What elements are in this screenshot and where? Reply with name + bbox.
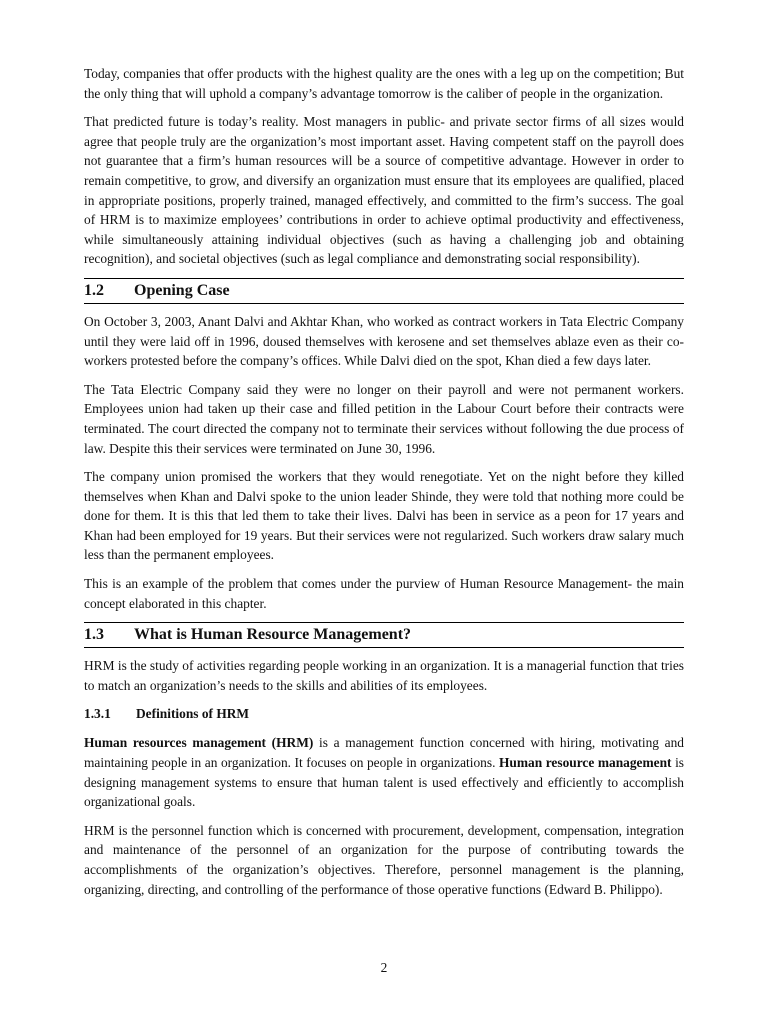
subsection-heading-definitions	[84, 704, 684, 723]
section-title: What is Human Resource Management?	[134, 626, 412, 644]
section-number: 1.2	[84, 281, 104, 299]
definition-text-2: is designing management systems to ensure that human talent is used effectively and efficiently to accomplish organizational goals.	[84, 755, 685, 810]
section-title: Opening Case	[134, 281, 230, 299]
page-content	[84, 64, 684, 908]
term-hrm: Human resources management (HRM)	[84, 735, 314, 751]
opening-case-paragraph-3: The company union promised the workers that they would renegotiate. Yet on the night before they killed themselves when Khan and Dalvi spoke to the union leader Shinde, they were told that nothing more could be done for them. It is this that led them to take their lives. Dalvi has been in service as a peon for 17 years and Khan had been employed for 19 years. But their services were not regularized. Such workers draw salary much less than the permanent employees.	[84, 469, 684, 563]
section-heading-opening-case	[84, 278, 684, 304]
term-human-resource-management: Human resource management	[499, 755, 672, 771]
section-number: 1.3	[84, 626, 104, 644]
opening-case-paragraph-2: The Tata Electric Company said they were no longer on their payroll and were not permanent workers. Employees union had taken up their case and filled petition in the Labour Court before their contracts were terminated. The court directed the company not to terminate their services without following the due process of law. Despite this their services were terminated on June 30, 1996.	[84, 381, 684, 456]
definition-paragraph-2: HRM is the personnel function which is concerned with procurement, development, compensation, integration and maintenance of the personnel of an organization for the purpose of contributing towards the accomplishments of the organization’s objectives. Therefore, personnel management is the planning, organizing, directing, and controlling of the performance of those operative functions (Edward B. Philippo).	[84, 822, 684, 897]
intro-paragraph-2: That predicted future is today’s reality. Most managers in public- and private sector firms of all sizes would agree that people truly are the organization’s most important asset. Having competent staff on the payroll does not guarantee that a firm’s human resources will be a source of competitive advantage. However in order to remain competitive, to grow, and diversify an organization must ensure that its employees are qualified, placed in appropriate positions, properly trained, managed effectively, and committed to the firm’s success. The goal of HRM is to maximize employees’ contributions in order to achieve optimal productivity and effectiveness, while simultaneously attaining individual objectives (such as having a challenging job and obtaining recognition), and societal objectives (such as legal compliance and demonstrating social responsibility).	[84, 114, 684, 267]
opening-case-paragraph-4: This is an example of the problem that comes under the purview of Human Resource Management- the main concept elaborated in this chapter.	[84, 576, 684, 611]
subsection-number: 1.3.1	[84, 706, 111, 722]
definition-paragraph-1	[84, 733, 684, 811]
page-number: 2	[380, 960, 388, 975]
section-heading-what-is-hrm	[84, 622, 684, 648]
opening-case-paragraph-1: On October 3, 2003, Anant Dalvi and Akhtar Khan, who worked as contract workers in Tata Electric Company until they were laid off in 1996, doused themselves with kerosene and set themselves ablaze even as their co-workers protested before the company’s offices. While Dalvi died on the spot, Khan died a few days later.	[84, 313, 684, 369]
definition-text-1: is a management function concerned with hiring, motivating and maintaining people in an organization. It focuses on people in organizations.	[84, 735, 684, 771]
intro-paragraph-1: Today, companies that offer products with the highest quality are the ones with a leg up on the competition; But the only thing that will uphold a company’s advantage tomorrow is the caliber of people in the organization.	[84, 66, 684, 101]
subsection-title: Definitions of HRM	[136, 706, 250, 722]
hrm-paragraph-1: HRM is the study of activities regarding people working in an organization. It is a managerial function that tries to match an organization’s needs to the skills and abilities of its employees.	[84, 658, 684, 693]
